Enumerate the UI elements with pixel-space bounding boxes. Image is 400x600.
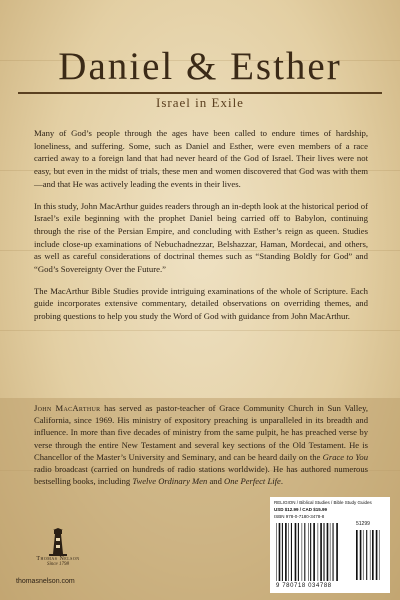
barcode-number: 9 780718 034788 [276, 583, 332, 589]
lighthouse-icon [47, 528, 69, 556]
barcode-addon: 51299 [356, 521, 370, 527]
description-paragraph-3: The MacArthur Bible Studies provide intriguing examinations of the whole of Scripture. Each guide incorporates extensive commentary, detailed observations on overriding themes, and probing questions to help you study the Word of God with guidance from John MacArthur. [34, 285, 368, 322]
publisher-since: Since 1798 [46, 562, 70, 567]
barcode-category: RELIGION / Biblical Studies / Bible Study Guides [274, 500, 372, 505]
book-title-1: Twelve Ordinary Men [132, 476, 208, 487]
author-name: John MacArthur [34, 403, 101, 413]
barcode-addon-bars [356, 530, 382, 580]
description [34, 127, 368, 332]
period-text: . [280, 476, 283, 487]
barcode-isbn: ISBN 978-0-7180-3478-8 [274, 514, 325, 519]
book-title: Daniel & Esther [58, 45, 342, 88]
title-divider [18, 92, 382, 94]
conjunction-text: and [207, 476, 225, 487]
publisher-url: thomasnelson.com [16, 578, 75, 585]
author-bio [34, 402, 368, 487]
author-bio-text-2: radio broadcast (carried on hundreds of radio stations worldwide). He has authored numerous bestselling books, including [34, 464, 368, 487]
author-bio-text: has served as pastor-teacher of Grace Community Church in Sun Valley, California, since 1969. His ministry of expository preaching is unparalleled in its breadth and influence. In more than five decades of ministry from the same pulpit, he has preached verse by verse through the entire New Testament and several key sections of the Old Testament. He is Chancellor of the Master’s University and Seminary, and can be heard daily on the [34, 403, 368, 462]
publisher-logo [28, 528, 88, 567]
radio-show-title: Grace to You [322, 451, 369, 462]
barcode-label [270, 497, 390, 593]
book-subtitle: Israel in Exile [156, 95, 244, 110]
barcode-bars [276, 523, 354, 581]
description-paragraph-2: In this study, John MacArthur guides readers through an in-depth look at the historical period of Israel’s exile beginning with the prophet Daniel being carried off to Babylon, continuing through the rise of the Persian Empire, and concluding with Esther’s reign as queen. Studies include close-up examinations of Nebuchadnezzar, Belshazzar, Haman, Mordecai, and others, as well as careful considerations of doctrinal themes such as “Standing Boldly for God” and “God’s Sovereignty Over the Future.” [34, 200, 368, 275]
barcode-price: USD $12.99 / CAD $15.99 [274, 507, 328, 512]
publisher-name: Thomas Nelson [36, 556, 80, 562]
book-title-2: One Perfect Life [224, 476, 281, 487]
description-paragraph-1: Many of God’s people through the ages have been called to endure times of hardship, loneliness, and suffering. Some, such as Daniel and Esther, were even members of a race carried away to a foreign land that had never heard of the God of Israel. Their lives were not easy, but even in the midst of trials, these men and women discovered that God was with them—and that He was actively leading the events in their lives. [34, 128, 368, 189]
